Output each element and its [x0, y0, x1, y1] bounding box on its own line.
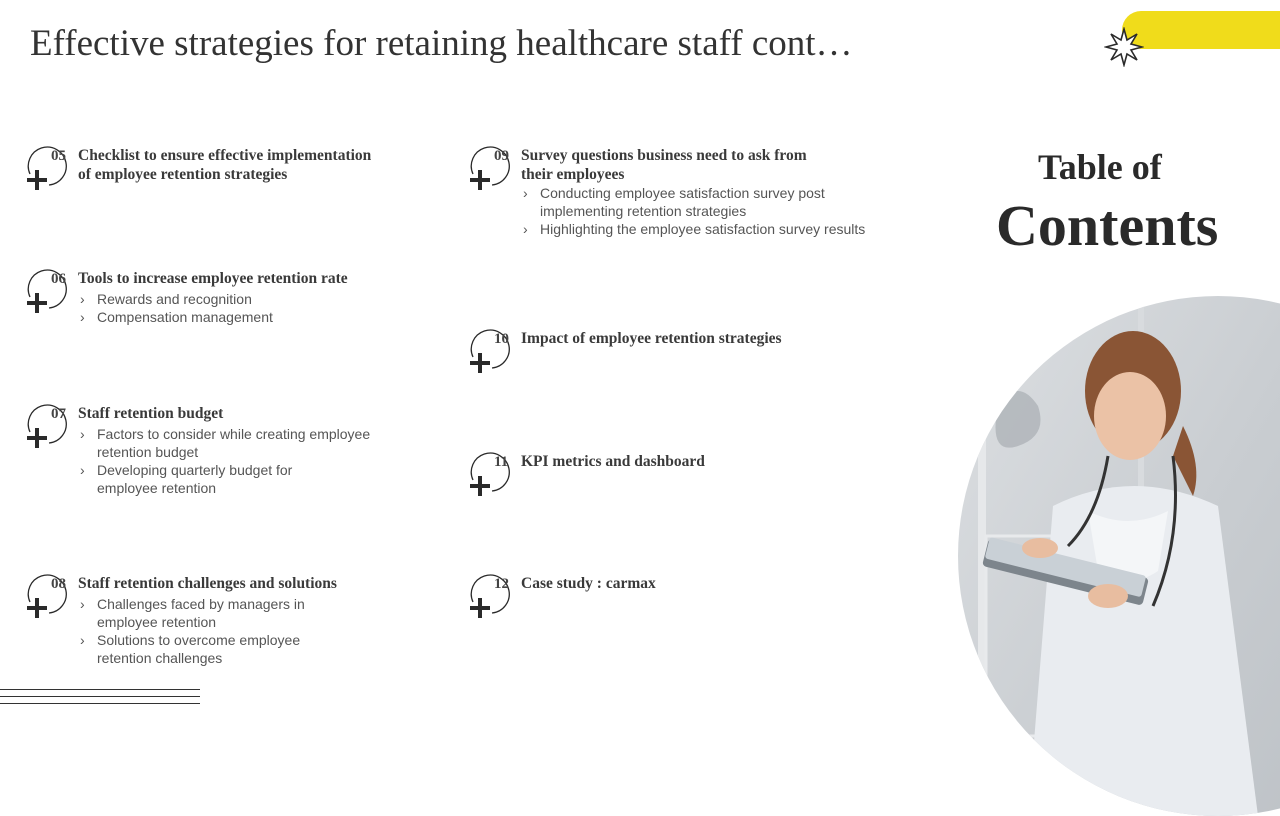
- toc-title-line1: Table of: [1038, 147, 1162, 187]
- toc-number: 06: [51, 271, 66, 287]
- toc-number: 07: [51, 406, 66, 422]
- footer-decoration: [0, 689, 200, 713]
- toc-heading: Survey questions business need to ask from their employees: [521, 147, 807, 183]
- toc-sub-item: › Solutions to overcome employee retention challenges: [78, 631, 337, 667]
- plus-circle-icon: [25, 404, 75, 454]
- toc-sub-list: [78, 595, 337, 667]
- toc-heading: KPI metrics and dashboard: [521, 453, 705, 470]
- toc-number: 08: [51, 576, 66, 592]
- plus-circle-icon: [468, 452, 518, 502]
- toc-sub-item: › Compensation management: [78, 308, 348, 326]
- plus-circle-icon: [25, 146, 75, 196]
- toc-sub-list: [521, 184, 865, 238]
- toc-sub-item: › Highlighting the employee satisfaction survey results: [521, 220, 865, 238]
- plus-circle-icon: [468, 146, 518, 196]
- doctor-photo: [958, 296, 1280, 816]
- toc-sub-item: › Factors to consider while creating employee retention budget: [78, 425, 370, 461]
- sun-burst-icon: [1104, 27, 1144, 67]
- toc-sub-list: [78, 425, 370, 497]
- toc-heading: Checklist to ensure effective implementation of employee retention strategies: [78, 147, 372, 183]
- toc-heading: Case study : carmax: [521, 575, 656, 592]
- plus-circle-icon: [468, 329, 518, 379]
- toc-number: 11: [494, 454, 509, 470]
- plus-circle-icon: [468, 574, 518, 624]
- accent-bar: [1122, 11, 1280, 49]
- toc-heading: Tools to increase employee retention rate: [78, 270, 348, 287]
- toc-number: 12: [494, 576, 509, 592]
- plus-circle-icon: [25, 574, 75, 624]
- toc-sub-item: › Conducting employee satisfaction survey post implementing retention strategies: [521, 184, 865, 220]
- toc-sub-list: [78, 290, 348, 326]
- toc-number: 10: [494, 331, 509, 347]
- toc-sub-item: › Challenges faced by managers in employee retention: [78, 595, 337, 631]
- plus-circle-icon: [25, 269, 75, 319]
- toc-number: 09: [494, 148, 509, 164]
- page-title: Effective strategies for retaining healthcare staff cont…: [30, 23, 853, 64]
- toc-heading: Staff retention challenges and solutions: [78, 575, 337, 592]
- toc-heading: Staff retention budget: [78, 405, 224, 422]
- toc-number: 05: [51, 148, 66, 164]
- toc-heading: Impact of employee retention strategies: [521, 330, 782, 347]
- toc-title-line2: Contents: [996, 193, 1219, 258]
- toc-sub-item: › Rewards and recognition: [78, 290, 348, 308]
- toc-sub-item: › Developing quarterly budget for employee retention: [78, 461, 370, 497]
